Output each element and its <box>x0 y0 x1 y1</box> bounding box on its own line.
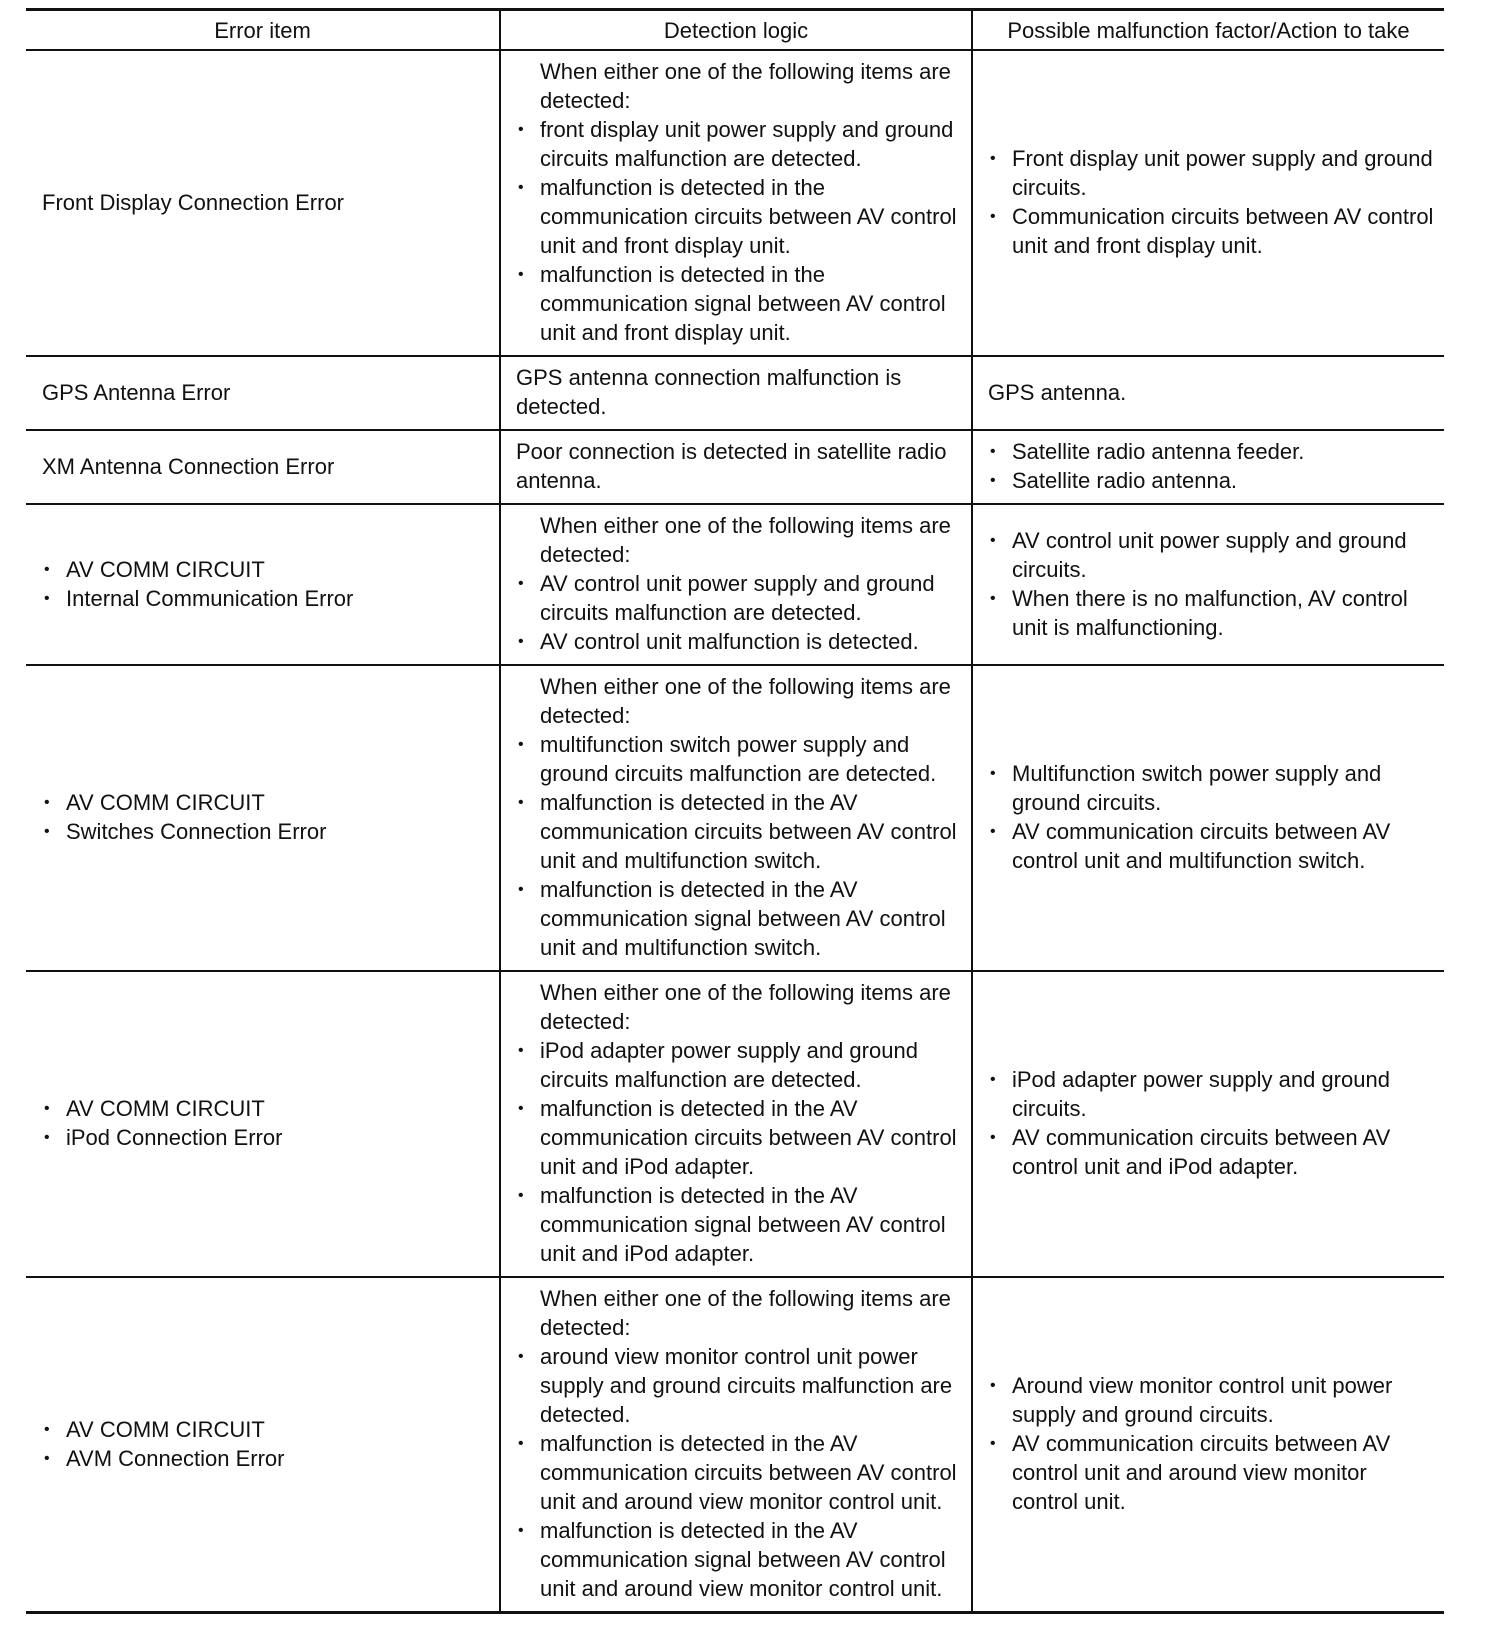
bullet-list <box>42 788 489 846</box>
bullet-item: • Communication circuits between AV control unit and front display unit. <box>988 202 1434 260</box>
lead-text: When either one of the following items are detected: <box>540 980 951 1034</box>
bullet-item: • iPod adapter power supply and ground circuits malfunction are detected. <box>516 1036 961 1094</box>
bullet-list <box>42 1094 489 1152</box>
action-cell <box>972 971 1444 1277</box>
bullet-item: • front display unit power supply and ground circuits malfunction are detected. <box>516 115 961 173</box>
bullet-item: • AV COMM CIRCUIT <box>42 555 489 584</box>
table-row <box>26 430 1444 504</box>
table-row <box>26 356 1444 430</box>
bullet-item: • AV COMM CIRCUIT <box>42 1415 489 1444</box>
bullet-item: • multifunction switch power supply and ground circuits malfunction are detected. <box>516 730 961 788</box>
cell-text: XM Antenna Connection Error <box>42 453 335 479</box>
bullet-item: • malfunction is detected in the communication signal between AV control unit and front display unit. <box>516 260 961 347</box>
table-row <box>26 665 1444 971</box>
action-cell <box>972 1277 1444 1613</box>
table-row <box>26 1277 1444 1613</box>
table-row <box>26 971 1444 1277</box>
lead-text: When either one of the following items are detected: <box>540 1286 951 1340</box>
error-item-cell <box>26 430 500 504</box>
bullet-item: • Switches Connection Error <box>42 817 489 846</box>
action-cell <box>972 665 1444 971</box>
detection-logic-cell <box>500 356 972 430</box>
table-body <box>26 50 1444 1613</box>
bullet-item: • AV COMM CIRCUIT <box>42 788 489 817</box>
bullet-list <box>42 1415 489 1473</box>
error-item-cell <box>26 504 500 665</box>
cell-text: GPS antenna connection malfunction is detected. <box>516 365 902 419</box>
bullet-list <box>516 1036 961 1268</box>
bullet-item: • malfunction is detected in the AV communication circuits between AV control unit and multifunction switch. <box>516 788 961 875</box>
table-header <box>26 10 1444 51</box>
bullet-list <box>988 437 1434 495</box>
bullet-item: • AV COMM CIRCUIT <box>42 1094 489 1123</box>
bullet-item: • AV control unit power supply and ground circuits malfunction are detected. <box>516 569 961 627</box>
action-cell <box>972 356 1444 430</box>
bullet-item: • AV communication circuits between AV control unit and multifunction switch. <box>988 817 1434 875</box>
detection-logic-cell <box>500 1277 972 1613</box>
bullet-item: • iPod adapter power supply and ground circuits. <box>988 1065 1434 1123</box>
error-item-cell <box>26 1277 500 1613</box>
table-row <box>26 504 1444 665</box>
bullet-item: • malfunction is detected in the AV communication circuits between AV control unit and iPod adapter. <box>516 1094 961 1181</box>
lead-text: When either one of the following items are detected: <box>540 513 951 567</box>
lead-text: When either one of the following items are detected: <box>540 59 951 113</box>
bullet-item: • AVM Connection Error <box>42 1444 489 1473</box>
header-error-item: Error item <box>26 10 500 51</box>
bullet-list <box>988 144 1434 260</box>
bullet-list <box>988 1371 1434 1516</box>
bullet-item: • When there is no malfunction, AV control unit is malfunctioning. <box>988 584 1434 642</box>
error-item-cell <box>26 665 500 971</box>
error-item-cell <box>26 971 500 1277</box>
bullet-item: • malfunction is detected in the AV communication signal between AV control unit and iPod adapter. <box>516 1181 961 1268</box>
detection-logic-cell <box>500 504 972 665</box>
bullet-item: • Internal Communication Error <box>42 584 489 613</box>
bullet-item: • around view monitor control unit power supply and ground circuits malfunction are detected. <box>516 1342 961 1429</box>
detection-logic-cell <box>500 50 972 356</box>
bullet-item: • AV control unit malfunction is detected. <box>516 627 961 656</box>
bullet-item: • malfunction is detected in the AV communication signal between AV control unit and around view monitor control unit. <box>516 1516 961 1603</box>
cell-text: Poor connection is detected in satellite radio antenna. <box>516 439 947 493</box>
bullet-item: • malfunction is detected in the AV communication circuits between AV control unit and around view monitor control unit. <box>516 1429 961 1516</box>
bullet-item: • Satellite radio antenna. <box>988 466 1434 495</box>
bullet-item: • malfunction is detected in the AV communication signal between AV control unit and multifunction switch. <box>516 875 961 962</box>
bullet-item: • malfunction is detected in the communication circuits between AV control unit and front display unit. <box>516 173 961 260</box>
bullet-item: • AV communication circuits between AV control unit and iPod adapter. <box>988 1123 1434 1181</box>
bullet-list <box>988 526 1434 642</box>
error-table <box>26 8 1444 1614</box>
lead-text: When either one of the following items are detected: <box>540 674 951 728</box>
bullet-item: • AV communication circuits between AV control unit and around view monitor control unit. <box>988 1429 1434 1516</box>
bullet-list <box>42 555 489 613</box>
bullet-item: • iPod Connection Error <box>42 1123 489 1152</box>
cell-text: GPS antenna. <box>988 379 1127 405</box>
bullet-list <box>988 759 1434 875</box>
action-cell <box>972 504 1444 665</box>
bullet-list <box>988 1065 1434 1181</box>
detection-logic-cell <box>500 665 972 971</box>
error-item-cell <box>26 356 500 430</box>
table-row <box>26 50 1444 356</box>
bullet-item: • Multifunction switch power supply and ground circuits. <box>988 759 1434 817</box>
error-item-cell <box>26 50 500 356</box>
bullet-item: • AV control unit power supply and ground circuits. <box>988 526 1434 584</box>
detection-logic-cell <box>500 430 972 504</box>
bullet-list <box>516 115 961 347</box>
action-cell <box>972 50 1444 356</box>
bullet-list <box>516 1342 961 1603</box>
cell-text: GPS Antenna Error <box>42 379 231 405</box>
cell-text: Front Display Connection Error <box>42 189 345 215</box>
header-action: Possible malfunction factor/Action to take <box>972 10 1444 51</box>
detection-logic-cell <box>500 971 972 1277</box>
bullet-item: • Satellite radio antenna feeder. <box>988 437 1434 466</box>
bullet-item: • Front display unit power supply and ground circuits. <box>988 144 1434 202</box>
header-detection-logic: Detection logic <box>500 10 972 51</box>
bullet-list <box>516 730 961 962</box>
bullet-list <box>516 569 961 656</box>
bullet-item: • Around view monitor control unit power supply and ground circuits. <box>988 1371 1434 1429</box>
action-cell <box>972 430 1444 504</box>
header-row <box>26 10 1444 51</box>
